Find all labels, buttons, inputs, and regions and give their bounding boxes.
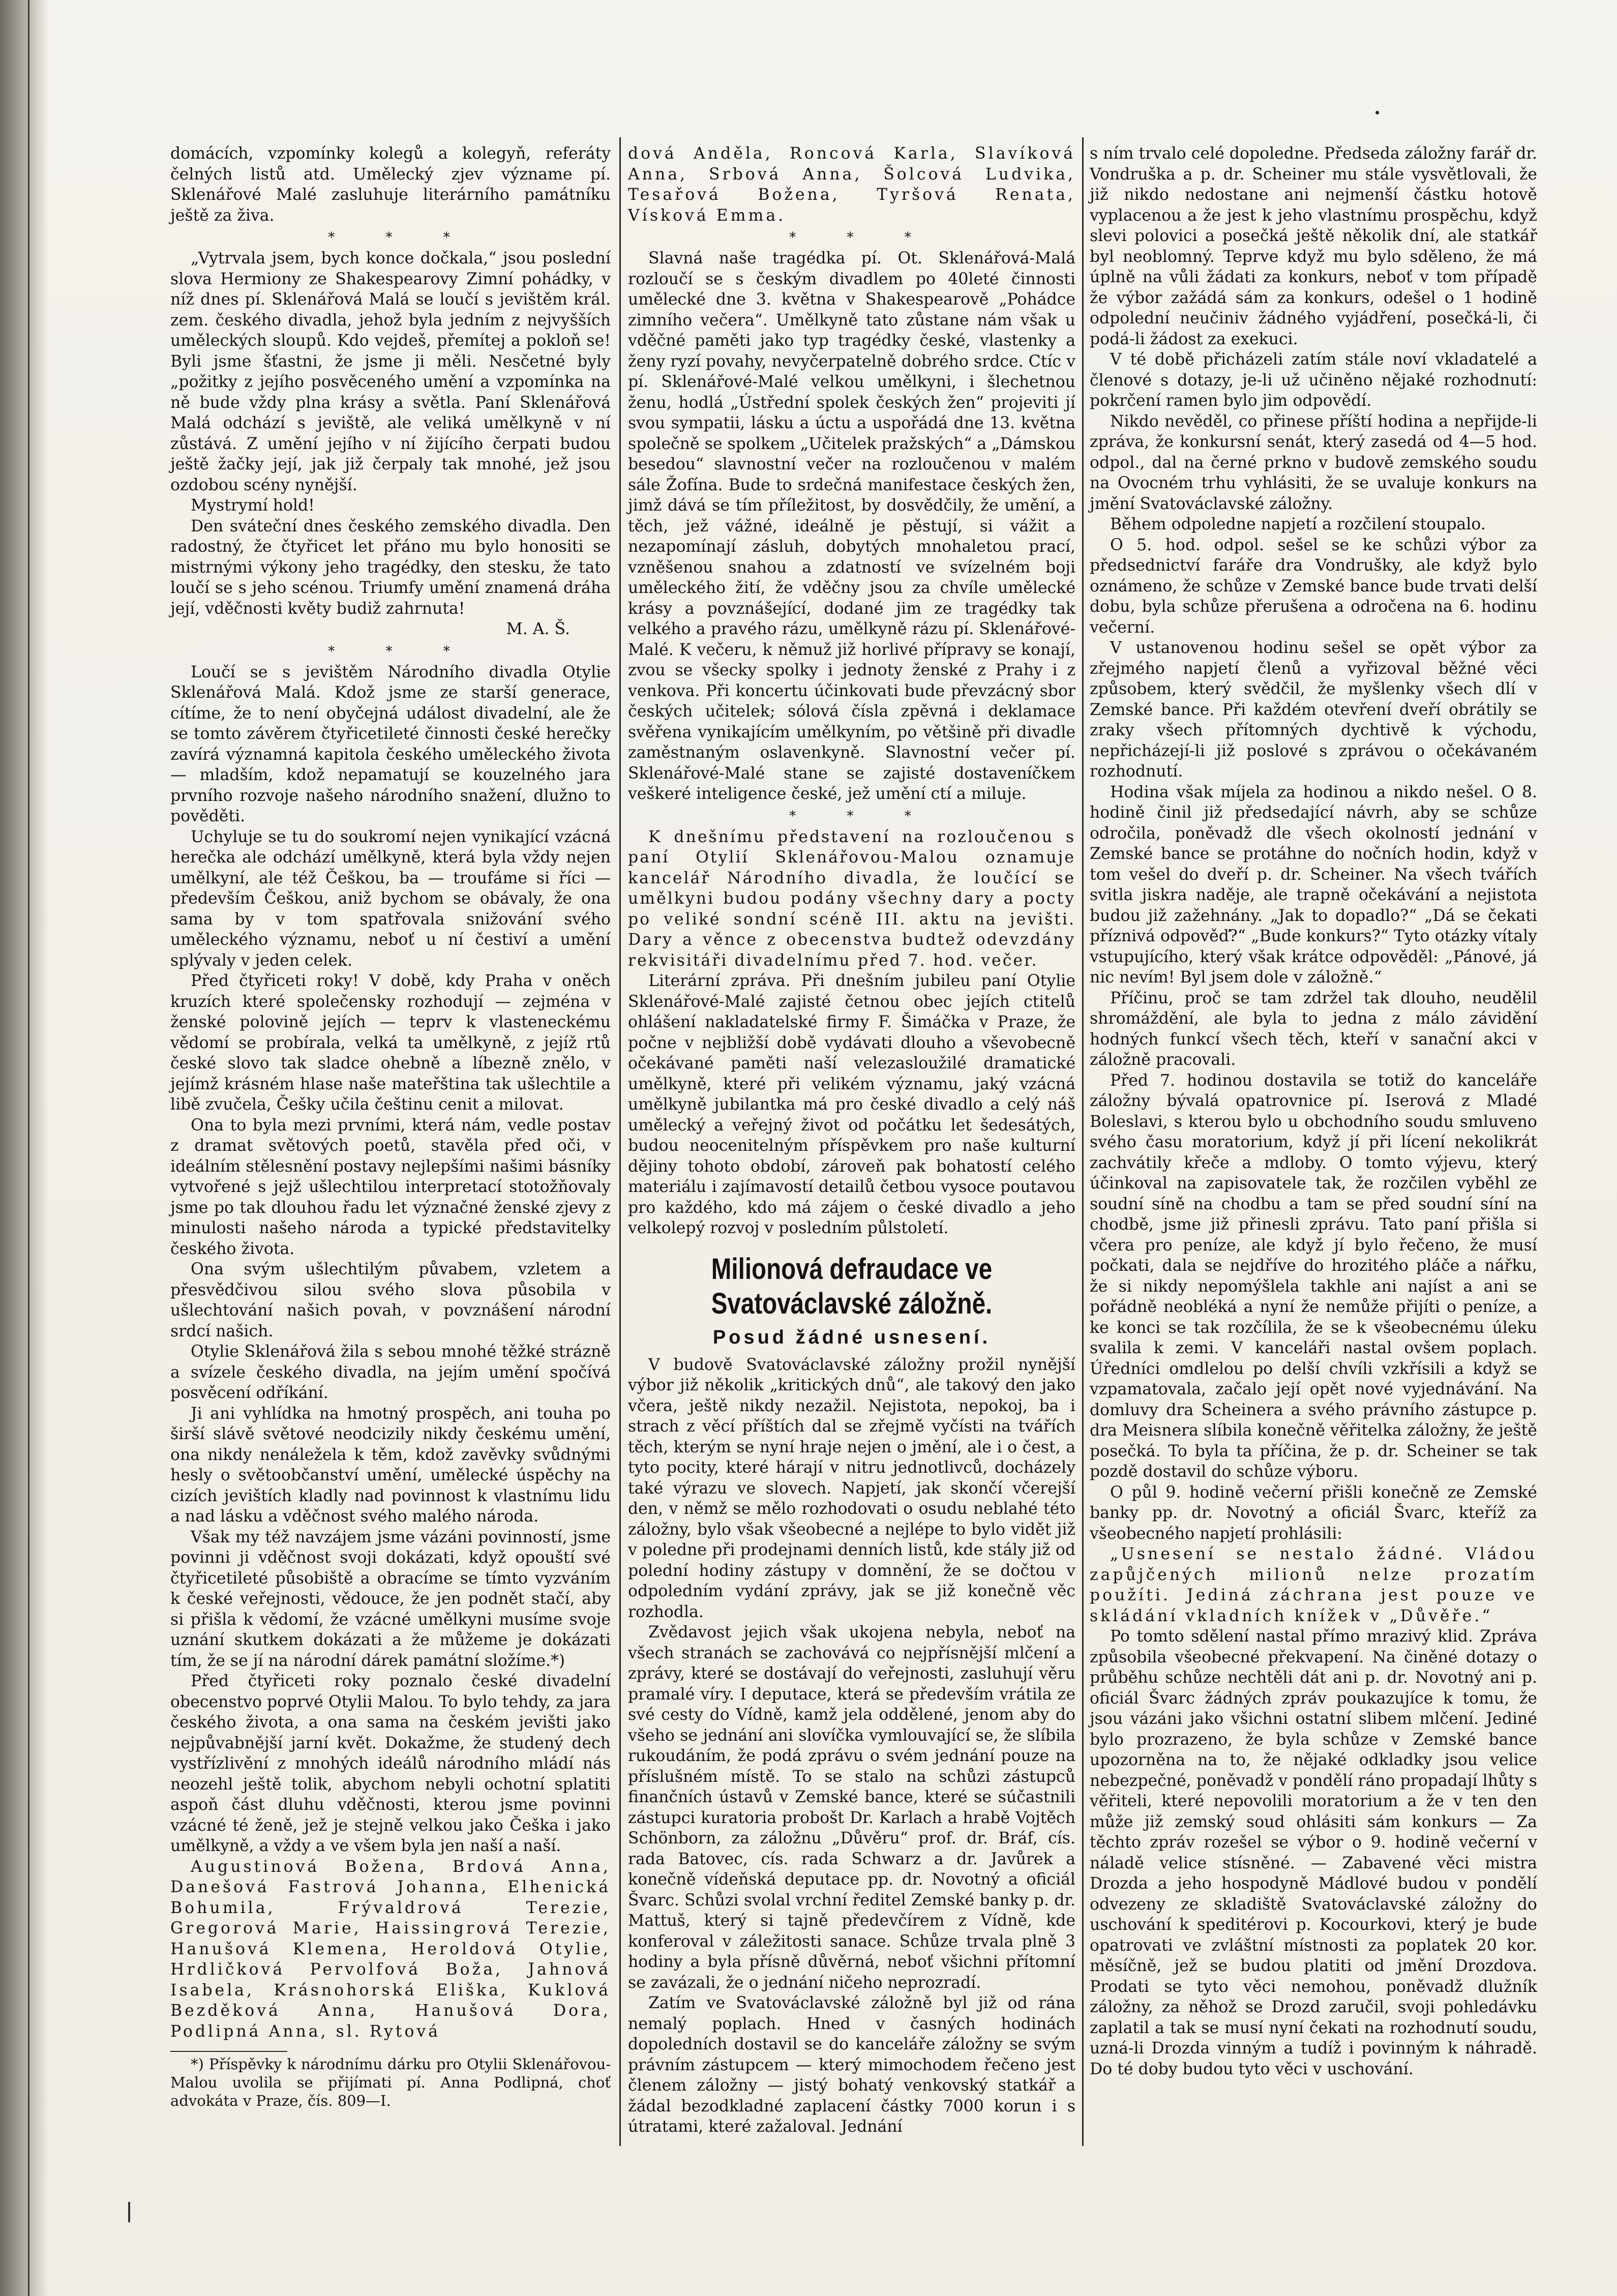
section-stars: * * * (789, 230, 935, 245)
headline: Milionová defraudace ve Svatováclavské záložně. (711, 1252, 993, 1320)
paragraph-o5: O 5. hod. odpol. sešel se ke schůzi výbor za předsednictví faráře dra Vondrušky, ale když bylo oznámeno, že schůze v Zemské bance bude trvati delší dobu, byla schůze přerušena a odročena na 6. hodinu večerní. (1090, 535, 1537, 637)
paragraph-pricinu: Příčinu, proč se tam zdržel tak dlouho, neudělil shromáždění, ale byla to jedna z málo závidění hodných funkcí všech těch, kteří v sanační akci v záložně pracovali. (1090, 989, 1537, 1069)
paragraph-zatim: Zatím ve Svatováclavské záložně byl již od rána nemalý poplach. Hned v časných hodinách dopoledních dostavil se do kanceláře záložny se svým právním zástupcem — který mimochodem řečeno jest členem záložny — jistý bohatý venkovský statkář a žádal bezodkladné zaplacení částky 7000 korun i s útratami, které zažaloval. Jednání (628, 1994, 1075, 2136)
paragraph-pred7: Před 7. hodinou dostavila se totiž do kanceláře záložny bývalá opatrovnice pí. Iserová z Mladé Boleslavi, s kterou bylo u obchodního soudu smluveno svého času moratorium, když jí při lícení nekolikrát zachvátily křeče a mdloby. O tomto výjevu, který účinkoval na zapisovatele tak, že rozčilen vyběhl ze soudní síně na chodbu a tam se před soudní síní na chodbě, jsme již přinesli zprávu. Tato paní přišla si včera pro peníze, ale když jí bylo řečeno, že musí počkati, dala se nejdříve do hrozitého pláče a nářku, že si nikdy nepomýšlela takhle ani najíst a ani se pořádně neobléká a nyní že nemůže přijíti o peníze, a ke konci se tak rozčílila, že se k všeobecnému úleku svalila k zemi. V kanceláři nastal ovšem poplach. Úředníci omdlelou po delší chvíli vzkřísili a když se vzpamatovala, začalo její opět nové vyjednávání. Na domluvy dra Scheinera a svého právního zástupce p. dra Meisnera slíbila konečně věřitelka záložny, že ještě posečká. To byla ta příčina, že p. dr. Scheiner se tak pozdě dostavil do schůze výboru. (1090, 1071, 1537, 1481)
column-2 (628, 143, 1075, 2137)
paragraph-hold: Mystrymí hold! (191, 496, 315, 515)
paragraph-ona: Ona to byla mezi prvními, která nám, vedle postav z dramat světových poetů, stavěla před oči, v ideálním stělesnění postavy nejlepšími našimi básníky vytvořené s jejž ušlechtilou interpretací stotožňovaly jsme po tak dlouhou řadu let význačné ženské zjevy z minulosti našeho národa a typické představitelky českého života. (170, 1116, 611, 1258)
paragraph-svym: Ona svým ušlechtilým půvabem, vzletem a přesvědčivou silou svého slova působila v ušlechtování našich povah, v povznášení národní srdcí našich. (170, 1260, 611, 1340)
paragraph-potomto: Po tomto sdělení nastal přímo mrazivý klid. Zpráva způsobila všeobecné překvapení. Na činěné dotazy o průběhu schůze nechtěli dát ani p. dr. Novotný ani p. oficiál Švarc žádných zpráv poukazujíce k tomu, že jsou vázáni jako všichni ostatní slibem mlčení. Jediné bylo prozrazeno, že byla schůze v Zemské bance upozorněna na to, že nějaké odkladky jsou velice nebezpečné, poněvadž v pondělí ráno propadají lhůty s věřiteli, které nepovolili moratorium a že v ten den může již zemský soud ohlásiti sám konkurs — Za těchto zpráv rozešel se výbor o 9. hodině večerní v náladě velice stísněné. — Zabavené věci mistra Drozda a jeho hospodyně Mádlové budou v pondělí odvezeny ze skladiště Svatováclavské záložny do uschování k speditérovi p. Kocourkovi, který je bude opatrovati ve zvláštní místnosti za poplatek 20 kor. měsíčně, jež se budou platiti od jmění Drozdova. Prodati se tyto věci nemohou, poněvadž dlužník záložny, za něhož se Drozd zaručil, svoji pohledávku zaplatil a tak se musí nyní čekati na rozhodnutí soudu, uzná-li Drozda vinným a tudíž i povinným k náhradě. Do té doby budou tyto věci v uschování. (1090, 1627, 1537, 2078)
signature: M. A. Š. (506, 620, 570, 638)
column-1 (170, 143, 611, 2110)
section-stars: * * * (328, 230, 473, 245)
paragraph-pred2: Před čtyřiceti roky poznalo české divadelní obecenstvo poprvé Otylii Malou. To bylo tehdy, za jara českého života, a ona sama na českém jevišti jako nejpůvabnější jarní květ. Dokažme, že studený dech vystřízlivění z mnohých ideálů národního mládí nás neozehl ještě tolik, abychom nebyli ochotní splatiti aspoň část dluhu vděčnosti, kterou jsme povinni vzácné té ženě, jež je stejně velkou jako Češka i jako umělkyně, a vždy a ve všem byla jen naší a naší. (170, 1672, 611, 1855)
section-stars-2: * * * (789, 808, 935, 824)
paragraph-slavna: Slavná naše tragédka pí. Ot. Sklenářová-Malá rozloučí se s českým divadlem po 40leté činnosti umělecké dne 3. května v Shakespearově „Pohádce zimního večera“. Umělkyně tato zůstane nám však u vděčné paměti jako typ tragédky české, vlastenky a ženy ryzí povahy, nevyčerpatelně dobrého srdce. Ctíc v pí. Sklenářové-Malé velkou umělkyni, i šlechetnou ženu, hodlá „Ústřední spolek českých žen“ projeviti jí svou sympatii, lásku a úctu a uspořádá dne 13. května společně se spolkem „Učitelek pražských“ a „Dámskou besedou“ slavnostní večer na rozloučenou v malém sále Žofína. Bude to srdečná manifestace českých žen, jimž dává se tím příležitost, by dosvědčily, že umění, a těch, jež vážné, ideálně je pěstují, si vážit a nezapomínají zásluh, dobytých mnohaletou prací, vzněšenou snahou a zdatností ve svízelném boji uměleckého žití, že vděčny jsou za chvíle umělecké krásy a povznášející, dodané jim ze tragédky tak velkého a pravého rázu, umělkyně rázu pí. Sklenářové-Malé. K večeru, k němuž již horlivé přípravy se konají, zvou se všecky spolky i jednoty ženské z Prahy i z venkova. Při koncertu účinkovati bude převzácný sbor českých učitelek; sólová čísla zpěvná i deklamace svěřena vynikajícím umělkyním, po většině při divadle zaměstnaným oslavenkyně. Slavnostní večer pí. Sklenářové-Malé stane se zajisté dostaveníčkem veškeré inteligence české, jež umění ctí a miluje. (628, 249, 1075, 803)
paragraph-otylie: Otylie Sklenářová žila s sebou mnohé těžké strázně a svízele českého divadla, na jejím umění spočívá posvěcení odříkání. (170, 1343, 611, 1402)
paragraph-literarni: Literární zpráva. Při dnešním jubileu paní Otylie Sklenářové-Malé zajisté četnou obec jejích ctitelů ohlášení nakladatelské firmy F. Šimáčka v Praze, že počne v nejbližší době vydávati dlouho a vševobecně očekávané paměti naší velezasloužilé dramatické umělkyně, které při velikém významu, jaký vzácná umělkyně jubilantka má pro české divadlo a celý náš umělecký a veřejný život od počátku let šedesátých, budou neocenitelným příspěvkem pro naše kulturní dějiny tohoto období, zároveň pak bohatostí celého materiálu i zajímavostí detailů četbou vysoce poutavou pro každého, kdo má zájem o české divadlo a jeho velkolepý rozvoj v posledním půlstoletí. (628, 972, 1075, 1237)
paragraph-quote: „Vytrvala jsem, bych konce dočkala,“ jsou poslední slova Hermiony ze Shakespearovy Zimní pohádky, v níž dnes pí. Sklenářová Malá se loučí s jevištěm král. zem. českého divadla, jehož byla jedním z nejvyšších uměleckých sloupů. Kdo vejdeš, přemítej a pokloň se! Byli jsme šťastni, že jsme ji měli. Nesčetné byly „požitky z jejího posvěceného umění a vzpomínka na ně bude vždy plna krásy a světla. Paní Sklenářová Malá odchází s jeviště, ale veliká umělkyně v ní zůstává. Z umění jejího v ní žijícího čerpati budou ještě žačky její, jak již čerpaly tak mnohé, jež jsou ozdobou scény nynější. (170, 249, 611, 494)
footnote-text: *) Příspěvky k národnímu dárku pro Otylii Sklenářovou-Malou uvolila se přijímati pí. Anna Podlipná, choť advokáta v Praze, čís. 809—I. (170, 2055, 611, 2109)
paragraph-o9: O půl 9. hodině večerní přišli konečně ze Zemské banky pp. dr. Novotný a oficiál Švarc, kteříž za všeobecného napjetí prohlásili: (1090, 1483, 1537, 1543)
paragraph-usneseni: „Usnesení se nestalo žádné. Vládou zapůjčených milionů nelze prozatím použíti. Jediná záchrana jest pouze ve skládání vkladních knížek v „Důvěře.“ (1090, 1545, 1537, 1625)
paragraph-names-cont: dová Anděla, Roncová Karla, Slavíková Anna, Srbová Anna, Šolcová Ludvika, Tesařová Božena, Tyršová Renata, Vísková Emma. (628, 144, 1075, 225)
column-rule-2 (1082, 137, 1084, 2146)
paragraph-vte: V té době přicházeli zatím stále noví vkladatelé a členové s dotazy, je-li už učiněno nějaké rozhodnutí: pokrčení ramen bylo jim odpovědí. (1090, 350, 1537, 410)
paragraph-behem: Během odpoledne napjetí a rozčilení stoupalo. (1110, 515, 1486, 533)
section-stars-2: * * * (328, 643, 473, 659)
paragraph-pred: Před čtyřiceti roky! V době, kdy Praha v oněch kruzích které společensky rozhodují — zejména v ženské polovině jejích — teprv k vlasteneckému vědomí se probírala, velká ta umělkyně, z jejíž rtů české slovo tak sladce ohebně a líbezně znělo, v jejímž krásném hlase naše mateřština tak ušlechtile a libě zvučela, Češky učila češtinu cenit a milovat. (170, 972, 611, 1114)
paragraph-ustanovenou: V ustanovenou hodinu sešel se opět výbor za zřejmého napjetí členů a vyřizoval běžné věci způsobem, který svědčil, že myšlenky všech dlí v Zemské bance. Při každém otevření dveří obrátily se zraky všech přítomných dychtivě k východu, nepřicházejí-li již poslové s zprávou o očekávaném rozhodnutí. (1090, 639, 1537, 781)
paragraph-names: Augustinová Božena, Brdová Anna, Danešová Fastrová Johanna, Elhenická Bohumila, Frývaldrová Terezie, Gregorová Marie, Haissingrová Terezie, Hanušová Klemena, Heroldová Otylie, Hrdličková Pervolfová Boža, Jahnová Isabela, Krásnohorská Eliška, Kuklová Bezděková Anna, Hanušová Dora, Podlipná Anna, sl. Rytová (170, 1857, 611, 2041)
paragraph-svatecni: Den sváteční dnes českého zemského divadla. Den radostný, že čtyřicet let přáno mu bylo honositi se mistrnými výkony jeho tragédky, den stesku, že tato loučí se s jeho scénou. Triumfy umění znamená dráha její, vděčnosti květy budiž zahrnuta! (170, 517, 611, 618)
paragraph-hodina: Hodina však míjela za hodinou a nikdo nešel. O 8. hodině činil již předsedající návrh, aby se schůze odročila, poněvadž dle všech okolností jednání v Zemské bance se protáhne do nočních hodin, když v tom vešel do dveří p. dr. Scheiner. Na všech tvářích svitla jiskra naděje, ale trapně očekávání a nejistota budou již zažehnány. „Jak to dopadlo?“ „Dá se čekati příznivá odpověď?“ „Bude konkurs?“ Tyto otázky vítaly vstupujícího, který však krátce odpověděl: „Pánové, já nic nevím! Byl jsem dole v záložně.“ (1090, 783, 1537, 987)
margin-mark (128, 2202, 130, 2222)
paragraph-intro: domácích, vzpomínky kolegů a kolegyň, referáty čelných listů atd. Umělecký zjev význame pí. Sklenářové Malé zasluhuje literárního památníku ještě za živa. (170, 144, 611, 225)
binding-edge (28, 0, 29, 2296)
paragraph-vsak: Však my též navzájem jsme vázáni povinností, jsme povinni ji vděčnost svoji dokázati, když opouští své čtyřicetileté působiště a obracíme se tímto vyzváním k české veřejnosti, vědouce, že jen podnět stačí, aby si přišla k vědomí, že vzácné umělkyni musíme svoje uznání skutkem dokázati a že můžeme je dokázati tím, že se jí na národní dárek památní složíme.*) (170, 1528, 611, 1670)
paragraph-louci: Loučí se s jevištěm Národního divadla Otylie Sklenářová Malá. Kdož jsme ze starší generace, cítíme, že to není obyčejná událost divadelní, ale že se tomto závěrem čtyřicetileté činnosti české herečky zavírá významná kapitola českého uměleckého života — mladším, kdož nepamatují se kouzelného jara prvního rozvoje našeho národního snažení, dlužno to pověděti. (170, 663, 611, 825)
paragraph-dnesnim: K dnešnímu představení na rozloučenou s paní Otylií Sklenářovou-Malou oznamuje kancelář Národního divadla, že loučící se umělkyni budou podány všechny dary a pocty po veliké sondní scéně III. aktu na jevišti. Dary a věnce z obecenstva budtež odevzdány rekvisitáři divadelnímu před 7. hod. večer. (628, 827, 1075, 970)
footnote-rule (170, 2051, 287, 2055)
ink-dot (1375, 111, 1379, 114)
paragraph-continued: s ním trvalo celé dopoledne. Předseda záložny farář dr. Vondruška a p. dr. Scheiner mu stále vysvětlovali, že již nikdo nedostane ani nejmenší částku hotově vyplacenou a že jest k jeho vlastnímu prospěchu, když slevi polovici a posečká ještě několik dní, ale statkář byl neoblomný. Teprve když mu bylo sděleno, že má úplně na vůli žádati za konkurs, neboť v tom případě že výbor zažádá sám za konkurs, odešel o 1 hodině odpolední neučiniv žádného vyjádření, posečká-li, či podá-li žádost za exekuci. (1090, 144, 1537, 348)
paragraph-jiani: Ji ani vyhlídka na hmotný prospěch, ani touha po širší slávě světové neodcizily nikdy českému umění, ona nikdy nenáležela k těm, kdož zavěvky svůdnými hesly o světoobčanství umění, umělecké úspěchy na cizích jevištích kladly nad povinnost k vlastnímu lidu a nad lásku a vděčnost svého malého národa. (170, 1404, 611, 1526)
paragraph-zvedavost: Zvědavost jejich však ukojena nebyla, neboť na všech stranách se zachovává co nejpřísnější mlčení a zprávy, které se dostávají do veřejnosti, zasluhují věru pramalé víry. I deputace, která se především vrátila ze své cesty do Vídně, kamž jela oddělené, jenom aby do všeho se jednání ani slovíčka vymlouvající se, že slíbila rukoudáním, že podá zprávu o svém jednání pouze na příslušném místě. To se stalo na schůzi zástupců finančních ústavů v Zemské bance, které se súčastnili zástupci kuratoria probošt Dr. Karlach a hrabě Vojtěch Schönborn, za záložnu „Důvěru“ prof. dr. Bráf, cís. rada Batovec, cís. rada Schwarz a dr. Javůrek a konečně vídeňská deputace pp. dr. Novotný a oficiál Švarc. Schůzi svolal vrchní ředitel Zemské banky p. dr. Mattuš, který si tajně předevčírem z Vídně, kde konferoval v záležitosti sanace. Schůze trvala plně 3 hodiny a byla přísně důvěrná, neboť všichni přítomní se zavázali, že o jednání ničeho neprozradí. (628, 1623, 1075, 1992)
paragraph-budove: V budově Svatováclavské záložny prožil nynější výbor již několik „kritických dnů“, ale takový den jako včera, ještě nikdy nezažil. Nejistota, nepokoj, ba i strach z věcí příštích dal se zřejmě vyčísti na tvářích těch, kterým se nyní hraje nejen o jmění, ale i o čest, a tyto pocity, které hárají v nitru jednotlivců, docházely také výrazu ve slovech. Napjetí, jak skončí včerejší den, v němž se mělo rozhodovati o osudu neblahé této záložny, bylo však všeobecné a nejlépe to bylo vidět již v poledne při prodejnami denních listů, kde stály již od polední hodiny zástupy v domnění, že se dočtou v odpoledním vydání zprávy, jak se již konečně věc rozhodla. (628, 1355, 1075, 1621)
column-rule-1 (619, 137, 621, 2146)
paragraph-uchyluje: Uchyluje se tu do soukromí nejen vynikající vzácná herečka ale odchází umělkyně, která byla vždy nejen umělkyní, ale též Češkou, ba — troufáme si říci — především Češkou, aniž bychom se obávaly, že ona sama by v tom spatřovala snižování svého uměleckého významu, neboť u ní čestiví a umění splývaly v jeden celek. (170, 827, 611, 970)
binding-shadow (0, 0, 48, 2296)
paragraph-nikdo: Nikdo nevěděl, co přinese příští hodina a nepřijde-li zpráva, že konkursní senát, který zasedá od 4—5 hod. odpol., dal na černé prkno v budově zemského soudu na Ovocném trhu vyhlásiti, že se uvaluje konkurs na jmění Svatováclavské záložny. (1090, 412, 1537, 513)
column-3 (1090, 143, 1537, 2079)
subheadline: Posud žádné usnesení. (712, 1326, 991, 1348)
